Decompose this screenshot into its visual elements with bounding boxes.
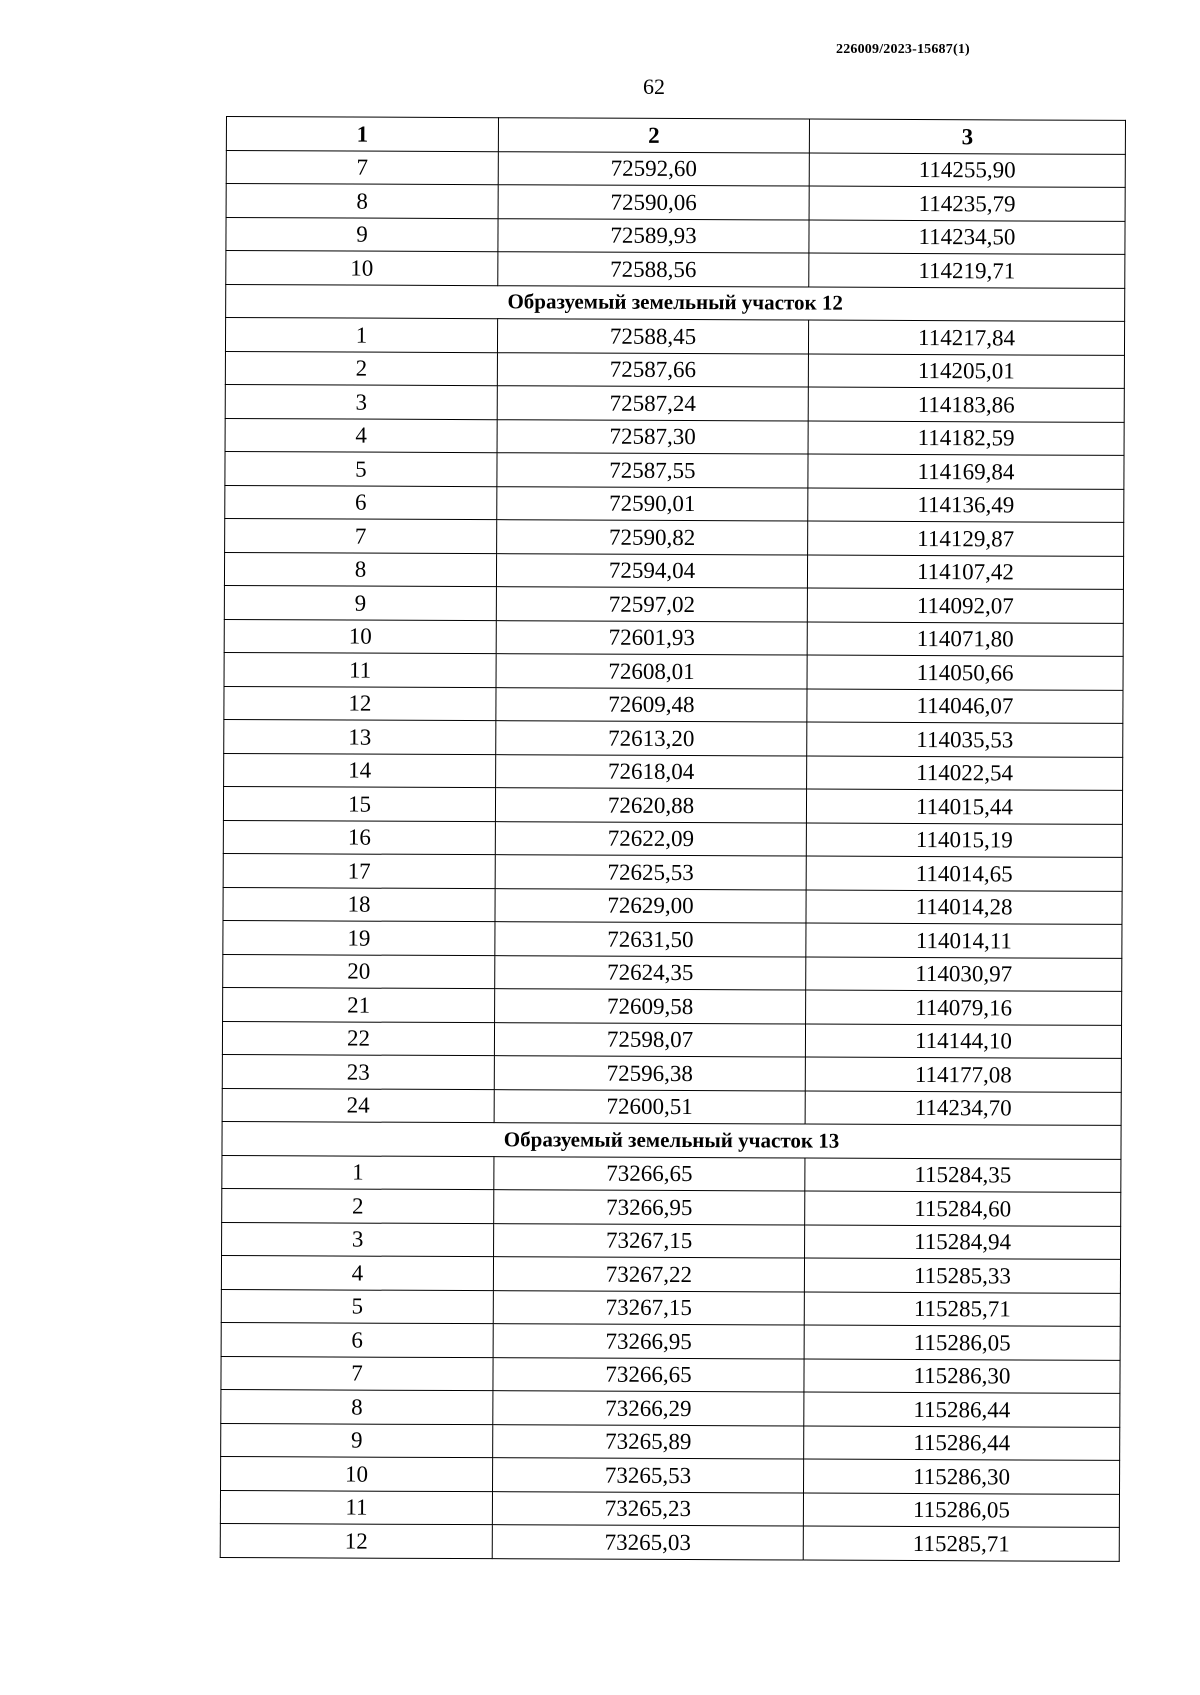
point-number-cell: 2: [225, 351, 497, 386]
x-coordinate-cell: 73265,23: [492, 1491, 803, 1526]
y-coordinate-cell: 114022,54: [807, 756, 1123, 791]
y-coordinate-cell: 114107,42: [807, 555, 1123, 590]
point-number-cell: 9: [224, 585, 496, 620]
table-row: [221, 1423, 1120, 1460]
section-title: Образуемый земельный участок 12: [226, 284, 1125, 321]
y-coordinate-cell: 114255,90: [809, 153, 1125, 188]
table-row: [223, 954, 1122, 991]
x-coordinate-cell: 72629,00: [495, 888, 806, 923]
y-coordinate-cell: 114144,10: [805, 1024, 1121, 1059]
point-number-cell: 12: [220, 1523, 492, 1558]
x-coordinate-cell: 73265,89: [493, 1424, 804, 1459]
table-row: [221, 1389, 1120, 1426]
point-number-cell: 1: [222, 1155, 494, 1190]
section-header-row: [226, 284, 1125, 321]
x-coordinate-cell: 72609,48: [496, 687, 807, 722]
x-coordinate-cell: 72608,01: [496, 654, 807, 689]
point-number-cell: 23: [222, 1054, 494, 1089]
point-number-cell: 21: [223, 987, 495, 1022]
section-header-row: [222, 1121, 1121, 1158]
x-coordinate-cell: 72613,20: [496, 721, 807, 756]
point-number-cell: 7: [226, 150, 498, 185]
point-number-cell: 8: [224, 552, 496, 587]
point-number-cell: 20: [223, 954, 495, 989]
table-row: [226, 184, 1125, 221]
page-number: 62: [643, 74, 665, 99]
x-coordinate-cell: 72587,66: [497, 352, 808, 387]
point-number-cell: 14: [224, 753, 496, 788]
table-row: [223, 987, 1122, 1024]
table-row: [220, 1523, 1119, 1560]
table-row: [223, 820, 1122, 857]
x-coordinate-cell: 72590,82: [497, 520, 808, 555]
point-number-cell: 9: [226, 217, 498, 252]
section-title: Образуемый земельный участок 13: [222, 1121, 1121, 1158]
point-number-cell: 7: [225, 518, 497, 553]
y-coordinate-cell: 114015,44: [806, 789, 1122, 824]
y-coordinate-cell: 114235,79: [809, 186, 1125, 221]
y-coordinate-cell: 114071,80: [807, 622, 1123, 657]
x-coordinate-cell: 72590,06: [498, 185, 809, 220]
point-number-cell: 24: [222, 1088, 494, 1123]
point-number-cell: 2: [222, 1188, 494, 1223]
table-row: [225, 351, 1124, 388]
point-number-cell: 5: [225, 451, 497, 486]
table-row: [225, 418, 1124, 455]
point-number-cell: 3: [222, 1222, 494, 1257]
point-number-cell: 17: [223, 853, 495, 888]
x-coordinate-cell: 72596,38: [494, 1056, 805, 1091]
x-coordinate-cell: 73267,15: [493, 1290, 804, 1325]
point-number-cell: 22: [222, 1021, 494, 1056]
y-coordinate-cell: 115286,44: [804, 1426, 1120, 1461]
table-row: [221, 1322, 1120, 1359]
x-coordinate-cell: 72600,51: [494, 1089, 805, 1124]
table-row: [224, 619, 1123, 656]
y-coordinate-cell: 114079,16: [806, 990, 1122, 1025]
y-coordinate-cell: 115284,60: [805, 1191, 1121, 1226]
table-row: [224, 686, 1123, 723]
table-row: [221, 1356, 1120, 1393]
point-number-cell: 3: [225, 384, 497, 419]
table-row: [225, 518, 1124, 555]
y-coordinate-cell: 115285,71: [803, 1526, 1119, 1561]
x-coordinate-cell: 73267,15: [494, 1223, 805, 1258]
x-coordinate-cell: 73267,22: [493, 1257, 804, 1292]
table-row: [225, 451, 1124, 488]
point-number-cell: 4: [225, 418, 497, 453]
table-row: [224, 652, 1123, 689]
table-row: [221, 1255, 1120, 1292]
x-coordinate-cell: 73265,53: [493, 1458, 804, 1493]
y-coordinate-cell: 114217,84: [808, 320, 1124, 355]
y-coordinate-cell: 115286,30: [803, 1459, 1119, 1494]
x-coordinate-cell: 73265,03: [492, 1525, 803, 1560]
y-coordinate-cell: 115284,94: [805, 1225, 1121, 1260]
point-number-cell: 16: [223, 820, 495, 855]
x-coordinate-cell: 72609,58: [495, 989, 806, 1024]
x-coordinate-cell: 72597,02: [496, 587, 807, 622]
table-row: [226, 251, 1125, 288]
x-coordinate-cell: 72588,45: [497, 319, 808, 354]
y-coordinate-cell: 114234,50: [809, 220, 1125, 255]
y-coordinate-cell: 115286,05: [803, 1493, 1119, 1528]
y-coordinate-cell: 114035,53: [807, 722, 1123, 757]
point-number-cell: 1: [225, 318, 497, 353]
x-coordinate-cell: 72618,04: [496, 754, 807, 789]
x-coordinate-cell: 72620,88: [495, 788, 806, 823]
point-number-cell: 11: [220, 1490, 492, 1525]
table-row: [222, 1054, 1121, 1091]
table-row: [222, 1155, 1121, 1192]
point-number-cell: 9: [221, 1423, 493, 1458]
x-coordinate-cell: 72588,56: [498, 252, 809, 287]
y-coordinate-cell: 115284,35: [805, 1158, 1121, 1193]
x-coordinate-cell: 72598,07: [494, 1022, 805, 1057]
x-coordinate-cell: 72625,53: [495, 855, 806, 890]
y-coordinate-cell: 115286,44: [804, 1392, 1120, 1427]
x-coordinate-cell: 72592,60: [498, 151, 809, 186]
table-row: [220, 1490, 1119, 1527]
x-coordinate-cell: 73266,95: [493, 1324, 804, 1359]
table-row: [223, 786, 1122, 823]
y-coordinate-cell: 114092,07: [807, 588, 1123, 623]
x-coordinate-cell: 72587,24: [497, 386, 808, 421]
column-header: 3: [809, 119, 1125, 154]
x-coordinate-cell: 73266,65: [493, 1357, 804, 1392]
table-row: [223, 920, 1122, 957]
y-coordinate-cell: 114182,59: [808, 421, 1124, 456]
y-coordinate-cell: 114234,70: [805, 1091, 1121, 1126]
table-row: [224, 753, 1123, 790]
y-coordinate-cell: 114129,87: [808, 521, 1124, 556]
x-coordinate-cell: 72622,09: [495, 821, 806, 856]
y-coordinate-cell: 114050,66: [807, 655, 1123, 690]
column-header: 2: [498, 118, 809, 153]
x-coordinate-cell: 73266,65: [494, 1156, 805, 1191]
point-number-cell: 7: [221, 1356, 493, 1391]
table-row: [224, 552, 1123, 589]
x-coordinate-cell: 72590,01: [497, 486, 808, 521]
table-header-row: [226, 117, 1125, 154]
point-number-cell: 4: [221, 1255, 493, 1290]
x-coordinate-cell: 73266,29: [493, 1391, 804, 1426]
y-coordinate-cell: 114169,84: [808, 454, 1124, 489]
table-row: [225, 318, 1124, 355]
table-row: [225, 485, 1124, 522]
point-number-cell: 10: [221, 1456, 493, 1491]
document-id: 226009/2023-15687(1): [836, 42, 970, 57]
table-row: [225, 384, 1124, 421]
coordinates-table: [220, 116, 1126, 1561]
table-row: [222, 1088, 1121, 1125]
table-row: [224, 585, 1123, 622]
y-coordinate-cell: 114205,01: [808, 354, 1124, 389]
table-row: [226, 150, 1125, 187]
point-number-cell: 15: [223, 786, 495, 821]
x-coordinate-cell: 72624,35: [495, 955, 806, 990]
point-number-cell: 11: [224, 652, 496, 687]
y-coordinate-cell: 114014,65: [806, 856, 1122, 891]
point-number-cell: 5: [221, 1289, 493, 1324]
point-number-cell: 6: [221, 1322, 493, 1357]
x-coordinate-cell: 72631,50: [495, 922, 806, 957]
y-coordinate-cell: 114046,07: [807, 689, 1123, 724]
y-coordinate-cell: 114030,97: [806, 957, 1122, 992]
table-row: [223, 853, 1122, 890]
y-coordinate-cell: 114014,28: [806, 890, 1122, 925]
table-row: [226, 217, 1125, 254]
x-coordinate-cell: 72594,04: [496, 553, 807, 588]
y-coordinate-cell: 115285,33: [804, 1258, 1120, 1293]
x-coordinate-cell: 73266,95: [494, 1190, 805, 1225]
y-coordinate-cell: 114177,08: [805, 1057, 1121, 1092]
point-number-cell: 8: [221, 1389, 493, 1424]
point-number-cell: 13: [224, 719, 496, 754]
y-coordinate-cell: 114219,71: [809, 253, 1125, 288]
y-coordinate-cell: 115286,05: [804, 1325, 1120, 1360]
y-coordinate-cell: 114136,49: [808, 488, 1124, 523]
x-coordinate-cell: 72601,93: [496, 620, 807, 655]
y-coordinate-cell: 114014,11: [806, 923, 1122, 958]
table-row: [223, 887, 1122, 924]
x-coordinate-cell: 72589,93: [498, 218, 809, 253]
y-coordinate-cell: 114183,86: [808, 387, 1124, 422]
table-row: [222, 1222, 1121, 1259]
column-header: 1: [226, 117, 498, 152]
table-row: [224, 719, 1123, 756]
table-row: [221, 1289, 1120, 1326]
y-coordinate-cell: 114015,19: [806, 823, 1122, 858]
point-number-cell: 6: [225, 485, 497, 520]
point-number-cell: 19: [223, 920, 495, 955]
table-row: [222, 1188, 1121, 1225]
point-number-cell: 12: [224, 686, 496, 721]
point-number-cell: 10: [224, 619, 496, 654]
x-coordinate-cell: 72587,30: [497, 419, 808, 454]
table-body: [220, 150, 1125, 1561]
point-number-cell: 8: [226, 184, 498, 219]
y-coordinate-cell: 115286,30: [804, 1359, 1120, 1394]
table-row: [222, 1021, 1121, 1058]
y-coordinate-cell: 115285,71: [804, 1292, 1120, 1327]
table-row: [221, 1456, 1120, 1493]
point-number-cell: 10: [226, 251, 498, 286]
point-number-cell: 18: [223, 887, 495, 922]
x-coordinate-cell: 72587,55: [497, 453, 808, 488]
